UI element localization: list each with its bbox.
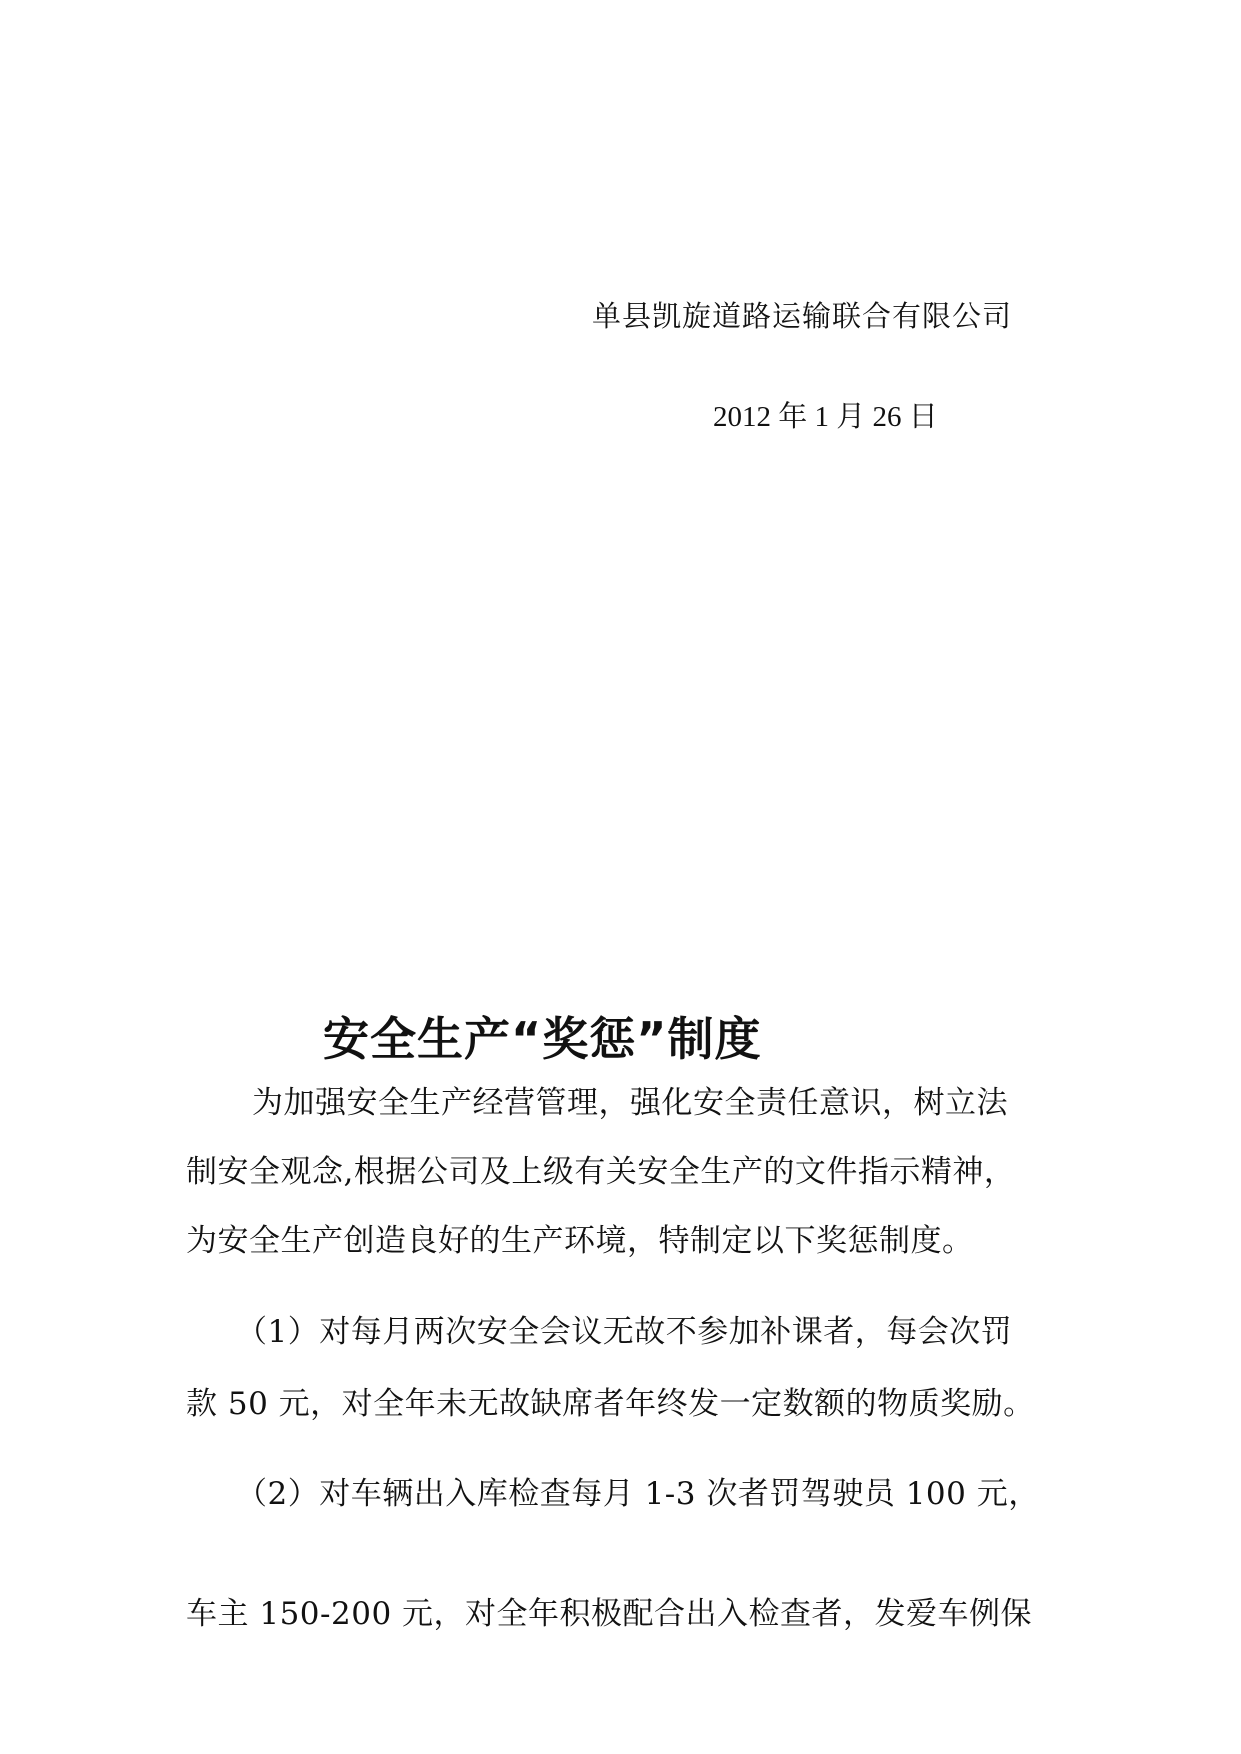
paragraph-line: 制安全观念,根据公司及上级有关安全生产的文件指示精神， [186, 1154, 1016, 1190]
document-date: 2012 年 1 月 26 日 [713, 401, 938, 433]
rule-item-2-line: 车主 150-200 元，对全年积极配合出入检查者，发爱车例保 [186, 1596, 1033, 1632]
document-title: 安全生产“奖惩”制度 [323, 1012, 762, 1066]
rule-item-1-line: （1）对每月两次安全会议无故不参加补课者，每会次罚 [236, 1314, 1013, 1350]
company-name: 单县凯旋道路运输联合有限公司 [592, 299, 1013, 333]
paragraph-line: 为安全生产创造良好的生产环境，特制定以下奖惩制度。 [186, 1223, 974, 1259]
paragraph-line: 为加强安全生产经营管理，强化安全责任意识，树立法 [252, 1085, 1008, 1121]
rule-item-2-line: （2）对车辆出入库检查每月 1-3 次者罚驾驶员 100 元， [236, 1476, 1040, 1512]
rule-item-1-line: 款 50 元，对全年未无故缺席者年终发一定数额的物质奖励。 [186, 1386, 1035, 1422]
